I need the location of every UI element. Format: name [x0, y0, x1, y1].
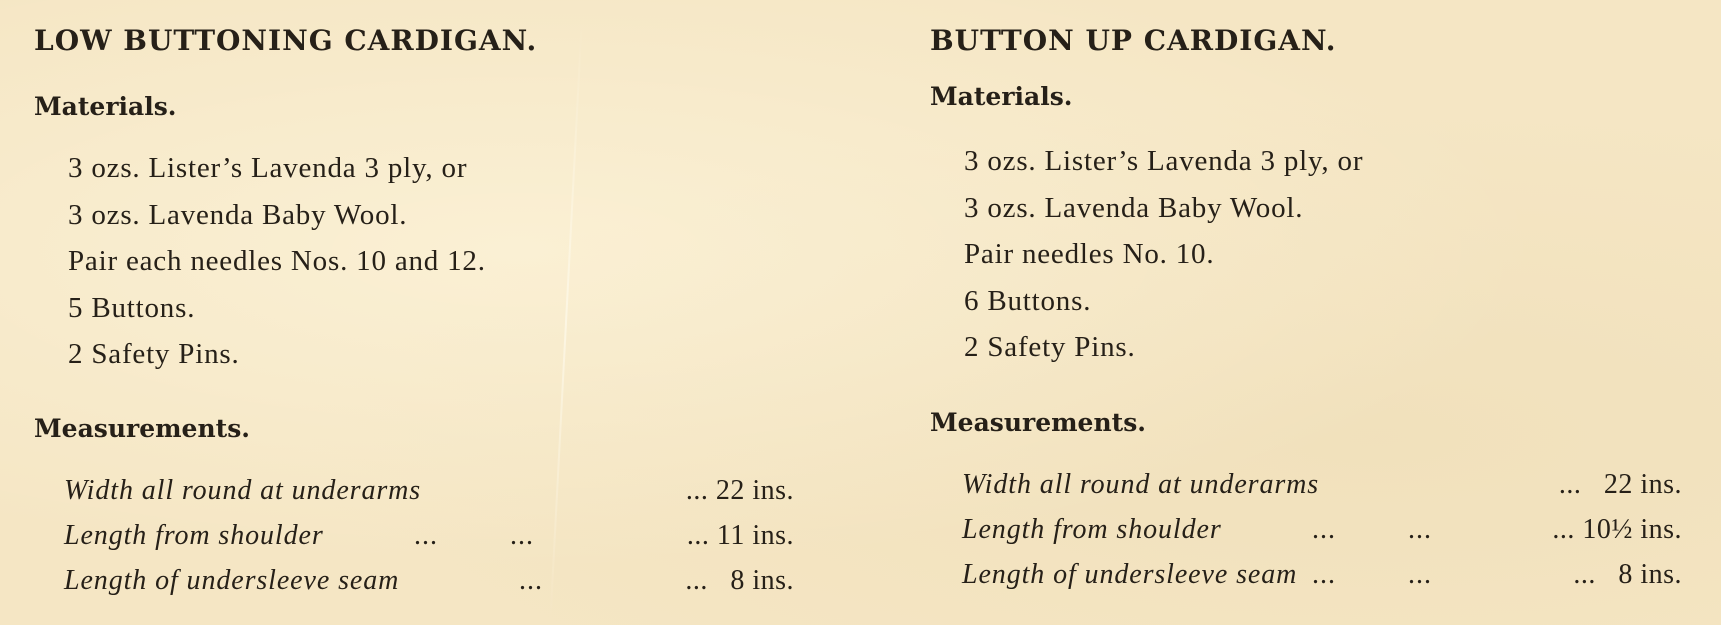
- materials-heading: Materials.: [34, 92, 177, 121]
- materials-heading: Materials.: [930, 82, 1073, 111]
- measurement-label: Length of undersleeve seam: [962, 559, 1298, 590]
- measurement-row: [962, 552, 1682, 597]
- measurement-label: Width all round at underarms: [64, 475, 422, 506]
- material-item: Pair each needles Nos. 10 and 12.: [68, 245, 486, 277]
- materials-list: [68, 145, 486, 378]
- measurement-value: ... 10½ ins.: [1552, 514, 1682, 545]
- measurement-leader: ... ...: [1312, 514, 1432, 545]
- material-item: 3 ozs. Lister’s Lavenda 3 ply, or: [68, 152, 468, 184]
- measurements-heading: Measurements.: [930, 408, 1146, 437]
- measurement-label: Length from shoulder: [64, 520, 324, 551]
- measurement-row: [64, 468, 794, 513]
- material-item: 6 Buttons.: [964, 284, 1092, 317]
- measurement-label: Width all round at underarms: [962, 469, 1320, 500]
- measurement-leader: ... ...: [414, 520, 534, 551]
- materials-list: [964, 138, 1363, 371]
- measurements-table: [64, 468, 794, 603]
- low-buttoning-cardigan-section: [34, 0, 804, 625]
- measurement-value: ... 22 ins.: [685, 475, 794, 506]
- measurement-row: [962, 462, 1682, 507]
- material-item: 5 Buttons.: [68, 291, 196, 324]
- measurements-heading: Measurements.: [34, 414, 250, 443]
- measurement-row: [962, 507, 1682, 552]
- measurement-leader: ...: [519, 565, 543, 596]
- measurement-value: ... 8 ins.: [1573, 559, 1682, 590]
- section-title: BUTTON UP CARDIGAN.: [930, 24, 1337, 57]
- button-up-cardigan-section: [930, 0, 1700, 625]
- measurement-leader: ... ...: [1312, 559, 1432, 590]
- material-item: Pair needles No. 10.: [964, 238, 1215, 270]
- section-title: LOW BUTTONING CARDIGAN.: [34, 24, 538, 57]
- measurement-label: Length from shoulder: [962, 514, 1222, 545]
- material-item: 2 Safety Pins.: [68, 338, 240, 370]
- measurement-value: ... 22 ins.: [1558, 469, 1682, 500]
- measurement-row: [64, 558, 794, 603]
- measurement-value: ... 8 ins.: [685, 565, 794, 596]
- measurement-row: [64, 513, 794, 558]
- material-item: 3 ozs. Lavenda Baby Wool.: [964, 191, 1304, 224]
- measurement-label: Length of undersleeve seam: [64, 565, 400, 596]
- material-item: 2 Safety Pins.: [964, 331, 1136, 363]
- measurement-value: ... 11 ins.: [686, 520, 794, 551]
- measurements-table: [962, 462, 1682, 597]
- material-item: 3 ozs. Lister’s Lavenda 3 ply, or: [964, 145, 1364, 177]
- material-item: 3 ozs. Lavenda Baby Wool.: [68, 198, 408, 231]
